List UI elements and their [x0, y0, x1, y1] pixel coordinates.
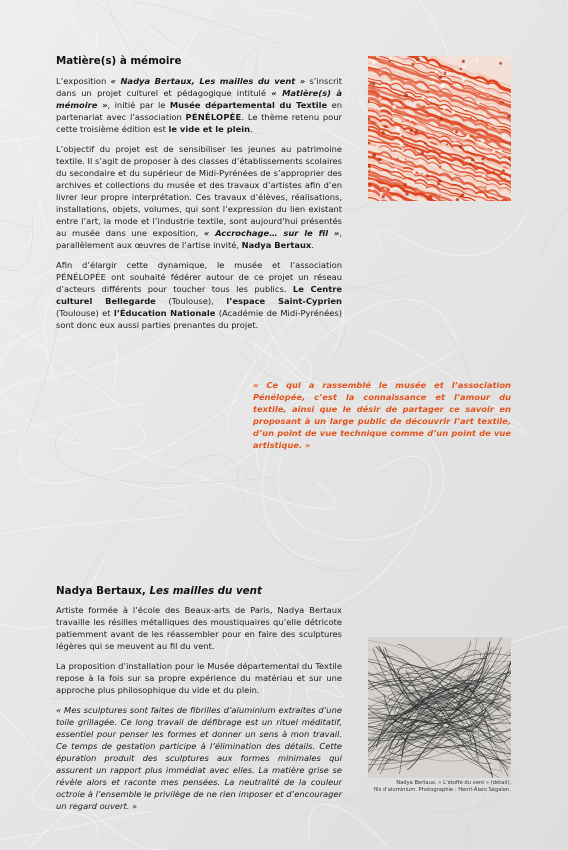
- red-weave-hole: [485, 198, 486, 199]
- red-weave-hole: [421, 95, 425, 99]
- red-weave-hole: [466, 134, 469, 137]
- red-weave-hole: [401, 101, 403, 103]
- red-weave-hole: [504, 157, 506, 159]
- red-weave-hole: [392, 105, 396, 109]
- red-weave-hole: [389, 57, 392, 60]
- red-weave-hole: [464, 148, 467, 151]
- red-weave-hole: [439, 166, 441, 168]
- red-weave-hole: [454, 139, 456, 141]
- red-weave-hole: [421, 151, 425, 155]
- red-weave-hole: [475, 160, 477, 162]
- red-weave-hole: [381, 131, 385, 135]
- red-weave-hole: [499, 149, 502, 152]
- red-weave-hole: [481, 139, 485, 143]
- intro-paragraph-2: L’objectif du projet est de sensibiliser les jeunes au patrimoine textile. Il s’agit de proposer à des classes d’établissements scolaires du secondaire et du supérieur de Midi-Pyrénées de s’approprier des archives et collections du musée et des travaux d’artistes afin d’en livrer leur propre interprétation. Ces travaux d’élèves, réalisations, installations, objets, volumes, qui sont l’expression du lien existant entre l’art, la mode et l’industrie textile, sont aujourd’hui présentés au musée dans une exposition, « Accrochage… sur le fil », parallèlement aux œuvres de l’artise invité, Nadya Bertaux.: [56, 144, 342, 250]
- red-weave-hole: [477, 101, 480, 104]
- red-weave-hole: [397, 158, 399, 160]
- red-weave-hole: [409, 129, 412, 132]
- red-weave-hole: [492, 150, 495, 153]
- red-weave-hole: [394, 168, 397, 171]
- red-weave-hole: [441, 84, 445, 88]
- red-weave-hole: [422, 173, 423, 174]
- artist-quote: « Mes sculptures sont faites de fibrilles d’aluminium extraites d’une toile grillagée. Ce long travail de défibrage est un rituel méditatif, essentiel pour penser les formes et donner un sens à mon travail. Ce temps de gestation participe à l’élimination des détails. Cette épuration produit des sculptures aux formes minimales qui assurent un rapport plus immédiat avec elles. La matière grise se révèle alors et raconte mes pensées. La neutralité de la couleur octroie à l’ensemble le privilège de ne rien imposer et d’encourager un regard ouvert. »: [56, 705, 342, 811]
- red-weave-hole: [412, 170, 415, 173]
- red-weave-hole: [411, 63, 414, 66]
- red-weave-hole: [384, 125, 387, 128]
- red-weave-hole: [470, 117, 472, 119]
- red-weave-hole: [439, 194, 441, 196]
- red-weave-hole: [382, 195, 385, 198]
- red-weave-hole: [443, 106, 446, 109]
- red-weave-hole: [413, 101, 417, 105]
- red-weave-hole: [372, 82, 376, 86]
- section-title-matieres: Matière(s) à mémoire: [56, 55, 182, 67]
- red-weave-hole: [378, 158, 381, 161]
- red-weave-hole: [426, 174, 429, 177]
- red-weave-hole: [504, 178, 506, 180]
- intro-paragraph-1: L’exposition « Nadya Bertaux, Les mailles du vent » s’inscrit dans un projet culturel et pédagogique intitulé « Matière(s) à mémoire », initié par le Musée départemental du Textile en partenariat avec l’association PÉNÉLOPÉE. Le thème retenu pour cette troisième édition est le vide et le plein.: [56, 76, 342, 134]
- red-weave-hole: [446, 72, 448, 74]
- red-weave-hole: [372, 153, 376, 157]
- red-weave-hole: [471, 158, 474, 161]
- red-weave-hole: [475, 74, 477, 76]
- red-weave-hole: [476, 59, 478, 61]
- red-weave-hole: [440, 169, 442, 171]
- red-weave-hole: [403, 183, 406, 186]
- intro-paragraph-3: Afin d’élargir cette dynamique, le musée et l’association PÉNÉLOPÉE ont souhaité fédérer autour de ce projet un réseau d’acteurs différents pour toucher tous les publics. Le Centre culturel Bellegarde (Toulouse), l’espace Saint-Cyprien (Toulouse) et l’Éducation Nationale (Académie de Midi-Pyrénées) sont donc eux aussi parties prenantes du projet.: [56, 260, 343, 330]
- red-weave-hole: [500, 101, 502, 103]
- red-weave-hole: [369, 169, 371, 171]
- red-weave-hole: [440, 90, 441, 91]
- red-weave-hole: [460, 68, 462, 70]
- red-weave-hole: [420, 161, 422, 163]
- red-weave-hole: [369, 82, 372, 85]
- red-weave-hole: [462, 60, 465, 63]
- red-weave-hole: [430, 132, 432, 134]
- red-textile-photo: [368, 56, 511, 201]
- red-weave-hole: [481, 162, 484, 165]
- red-weave-hole: [499, 62, 502, 65]
- red-weave-hole: [436, 133, 438, 135]
- red-weave-hole: [462, 65, 465, 68]
- red-weave-hole: [482, 157, 485, 160]
- red-weave-hole: [389, 188, 393, 192]
- red-weave-hole: [402, 149, 404, 151]
- red-weave-hole: [414, 129, 418, 133]
- red-weave-hole: [391, 118, 393, 120]
- red-weave-hole: [372, 60, 376, 64]
- red-weave-hole: [446, 143, 448, 145]
- red-weave-hole: [476, 97, 477, 98]
- red-weave-hole: [451, 111, 455, 115]
- red-weave-hole: [507, 115, 510, 118]
- red-weave-hole: [385, 188, 387, 190]
- red-weave-hole: [404, 93, 408, 97]
- red-weave-hole: [470, 163, 472, 165]
- red-weave-hole: [400, 142, 402, 144]
- red-weave-hole: [388, 60, 391, 63]
- artist-paragraph-1: Artiste formée à l’école des Beaux-arts de Paris, Nadya Bertaux travaille les résilles métalliques des moustiquaires qu’elle détricote patiemment avant de les réassembler pour en faire des sculptures légères qui se meuvent au fil du vent.: [56, 605, 342, 651]
- red-weave-hole: [370, 187, 374, 191]
- red-weave-hole: [405, 158, 406, 159]
- red-weave-hole: [423, 106, 425, 108]
- red-weave-hole: [502, 169, 505, 172]
- red-weave-hole: [392, 159, 394, 161]
- red-weave-hole: [427, 90, 429, 92]
- red-weave-hole: [508, 157, 511, 160]
- red-weave-hole: [493, 171, 495, 173]
- intro-text-block: [56, 75, 342, 339]
- red-weave-hole: [416, 57, 420, 61]
- red-weave-hole: [396, 127, 400, 131]
- red-weave-hole: [455, 130, 458, 133]
- red-weave-hole: [461, 78, 465, 82]
- red-weave-hole: [409, 119, 412, 122]
- pull-quote: « Ce qui a rassemblé le musée et l’association Pénélopée, c’est la connaissance et l’amour du textile, ainsi que le désir de partager ce savoir en proposant à un large public de découvrir l’art textile, d’un point de vue technique comme d’un point de vue artistique. »: [253, 380, 511, 450]
- red-weave-hole: [508, 56, 510, 58]
- red-weave-hole: [502, 184, 505, 187]
- red-weave-hole: [429, 196, 433, 200]
- red-weave-hole: [439, 65, 441, 67]
- red-weave-hole: [431, 81, 435, 85]
- photo-caption: Nadya Bertaux, « L’étoffe du vent » (détail), fils d’aluminium. Photographie : Henri-Alain Ségalen.: [373, 780, 511, 793]
- red-weave-hole: [394, 150, 396, 152]
- red-weave-hole: [426, 111, 428, 113]
- red-weave-hole: [454, 184, 456, 186]
- red-weave-hole: [459, 145, 463, 149]
- red-weave-hole: [485, 186, 487, 188]
- red-weave-hole: [469, 147, 472, 150]
- red-weave-hole: [378, 97, 381, 100]
- red-weave-hole: [484, 112, 487, 115]
- red-weave-hole: [430, 139, 431, 140]
- red-weave-hole: [481, 193, 485, 197]
- red-weave-hole: [389, 189, 390, 190]
- red-weave-hole: [440, 117, 443, 120]
- section-title-nadya-bertaux: Nadya Bertaux, Les mailles du vent: [56, 585, 262, 597]
- red-weave-hole: [482, 174, 485, 177]
- red-weave-hole: [437, 183, 440, 186]
- red-weave-hole: [414, 124, 416, 126]
- red-weave-hole: [488, 156, 490, 158]
- red-weave-hole: [414, 130, 415, 131]
- red-weave-hole: [478, 133, 480, 135]
- red-weave-hole: [426, 187, 428, 189]
- artist-text-block: [56, 604, 342, 820]
- red-weave-hole: [465, 110, 467, 112]
- red-weave-hole: [402, 121, 403, 122]
- red-weave-hole: [424, 142, 426, 144]
- red-weave-hole: [438, 112, 441, 115]
- red-weave-hole: [439, 76, 442, 79]
- red-weave-hole: [478, 93, 479, 94]
- aluminium-wire-photo: [368, 637, 511, 778]
- artist-paragraph-2: La proposition d’installation pour le Musée départemental du Textile repose à la fois sur sa propre expérience du matériau et sur une approche plus philosophique du vide et du plein.: [56, 661, 342, 695]
- red-weave-hole: [463, 107, 466, 110]
- red-weave-hole: [461, 193, 464, 196]
- red-weave-hole: [399, 134, 402, 137]
- red-weave-hole: [438, 179, 442, 183]
- red-weave-hole: [490, 97, 492, 99]
- red-weave-hole: [435, 70, 438, 73]
- red-weave-hole: [369, 183, 372, 186]
- red-weave-hole: [376, 145, 378, 147]
- red-weave-hole: [405, 192, 408, 195]
- red-weave-hole: [419, 110, 420, 111]
- red-weave-hole: [502, 102, 504, 104]
